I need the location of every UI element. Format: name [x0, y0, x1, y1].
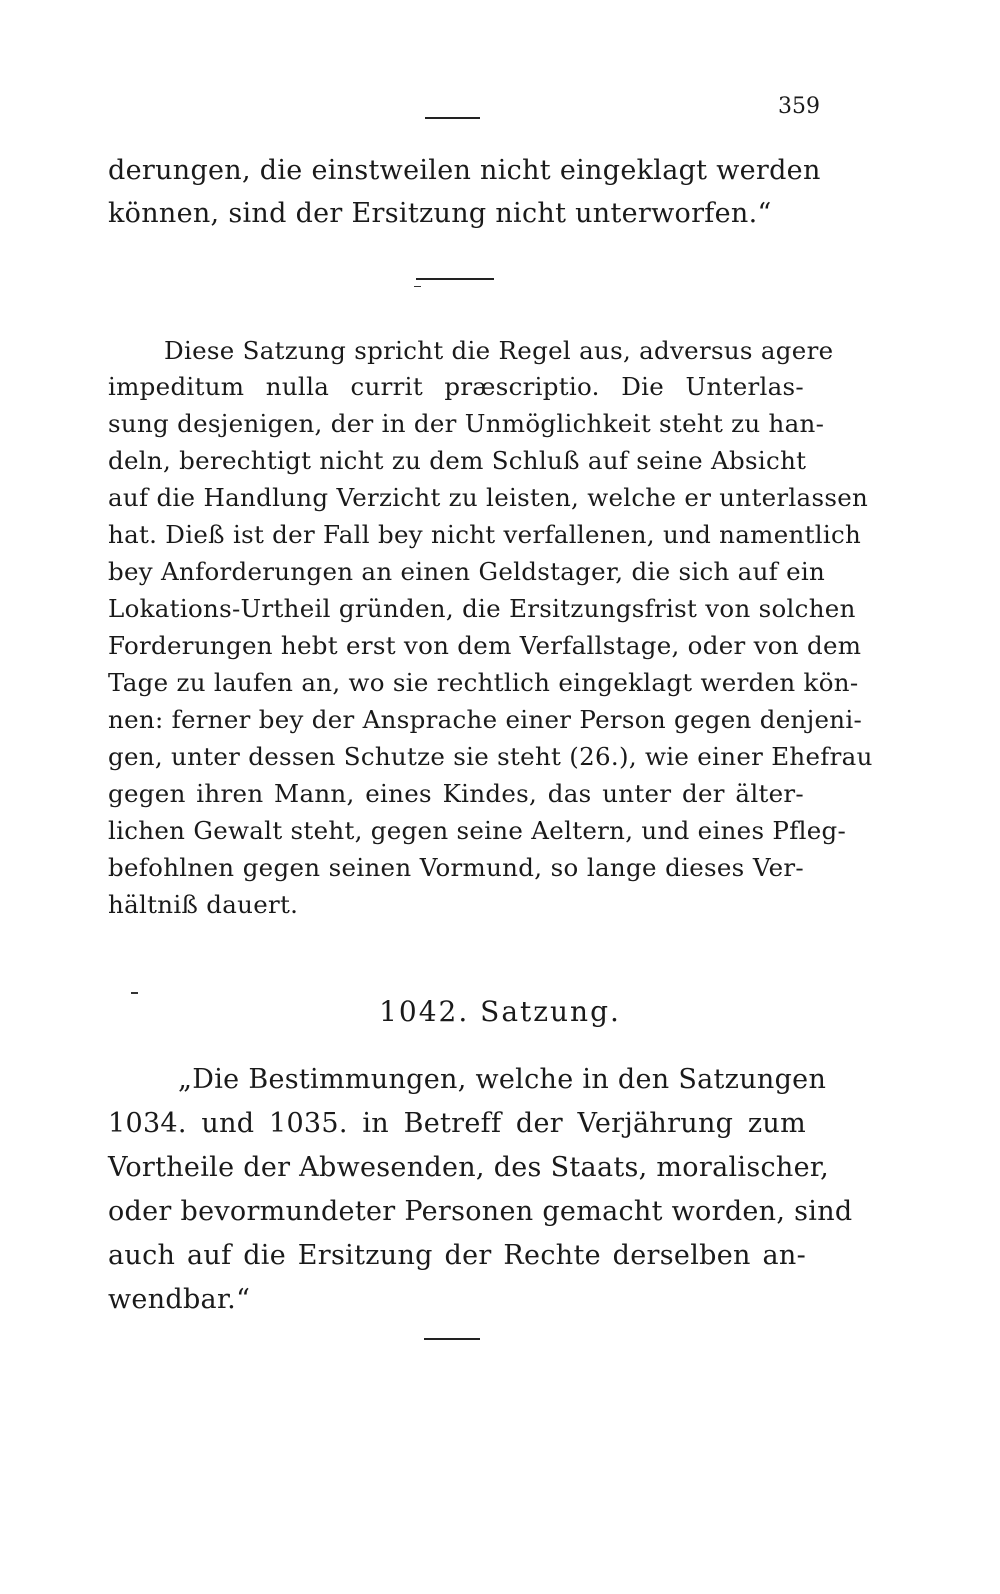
text-line: „Die Bestimmungen, welche in den Satzungen: [178, 1064, 827, 1095]
text-line: Forderungen hebt erst von dem Verfallstage, oder von dem: [108, 631, 862, 660]
text-line: lichen Gewalt steht, gegen seine Aeltern, und eines Pfleg-: [108, 816, 847, 845]
text-line: auch auf die Ersitzung der Rechte derselben an-: [108, 1240, 806, 1271]
text-line: Diese Satzung spricht die Regel aus, adversus agere: [164, 336, 834, 365]
header-rule: [425, 117, 480, 119]
text-line: gen, unter dessen Schutze sie steht (26.), wie einer Ehefrau: [108, 742, 873, 771]
page-number: 359: [778, 94, 820, 119]
text-line: Lokations-Urtheil gründen, die Ersitzungsfrist von solchen: [108, 594, 856, 623]
text-line: 1034. und 1035. in Betreff der Verjährung zum: [108, 1108, 806, 1139]
text-line: nen: ferner bey der Ansprache einer Person gegen denjeni-: [108, 705, 863, 734]
text-line: Vortheile der Abwesenden, des Staats, moralischer,: [108, 1152, 830, 1183]
text-line: bey Anforderungen an einen Geldstager, die sich auf ein: [108, 557, 826, 586]
text-line: auf die Handlung Verzicht zu leisten, welche er unterlassen: [108, 483, 869, 512]
text-line: befohlnen gegen seinen Vormund, so lange dieses Ver-: [108, 853, 804, 882]
text-line: sung desjenigen, der in der Unmöglichkeit steht zu han-: [108, 409, 825, 438]
text-line: hat. Dieß ist der Fall bey nicht verfallenen, und namentlich: [108, 520, 862, 549]
text-line: oder bevormundeter Personen gemacht worden, sind: [108, 1196, 853, 1227]
text-line: gegen ihren Mann, eines Kindes, das unter der älter-: [108, 779, 804, 808]
section-heading: 1042. Satzung.: [379, 995, 621, 1028]
text-line: können, sind der Ersitzung nicht unterworfen.“: [108, 198, 772, 229]
text-line: wendbar.“: [108, 1284, 251, 1315]
section-divider: [416, 278, 494, 280]
text-line: Tage zu laufen an, wo sie rechtlich eingeklagt werden kön-: [108, 668, 859, 697]
text-line: impeditum nulla currit præscriptio. Die Unterlas-: [108, 372, 804, 401]
margin-mark: [131, 992, 138, 994]
text-line: hältniß dauert.: [108, 890, 299, 919]
text-line: derungen, die einstweilen nicht eingeklagt werden: [108, 155, 821, 186]
closing-rule: [424, 1338, 480, 1340]
divider-mark: [414, 286, 421, 287]
text-line: deln, berechtigt nicht zu dem Schluß auf seine Absicht: [108, 446, 807, 475]
